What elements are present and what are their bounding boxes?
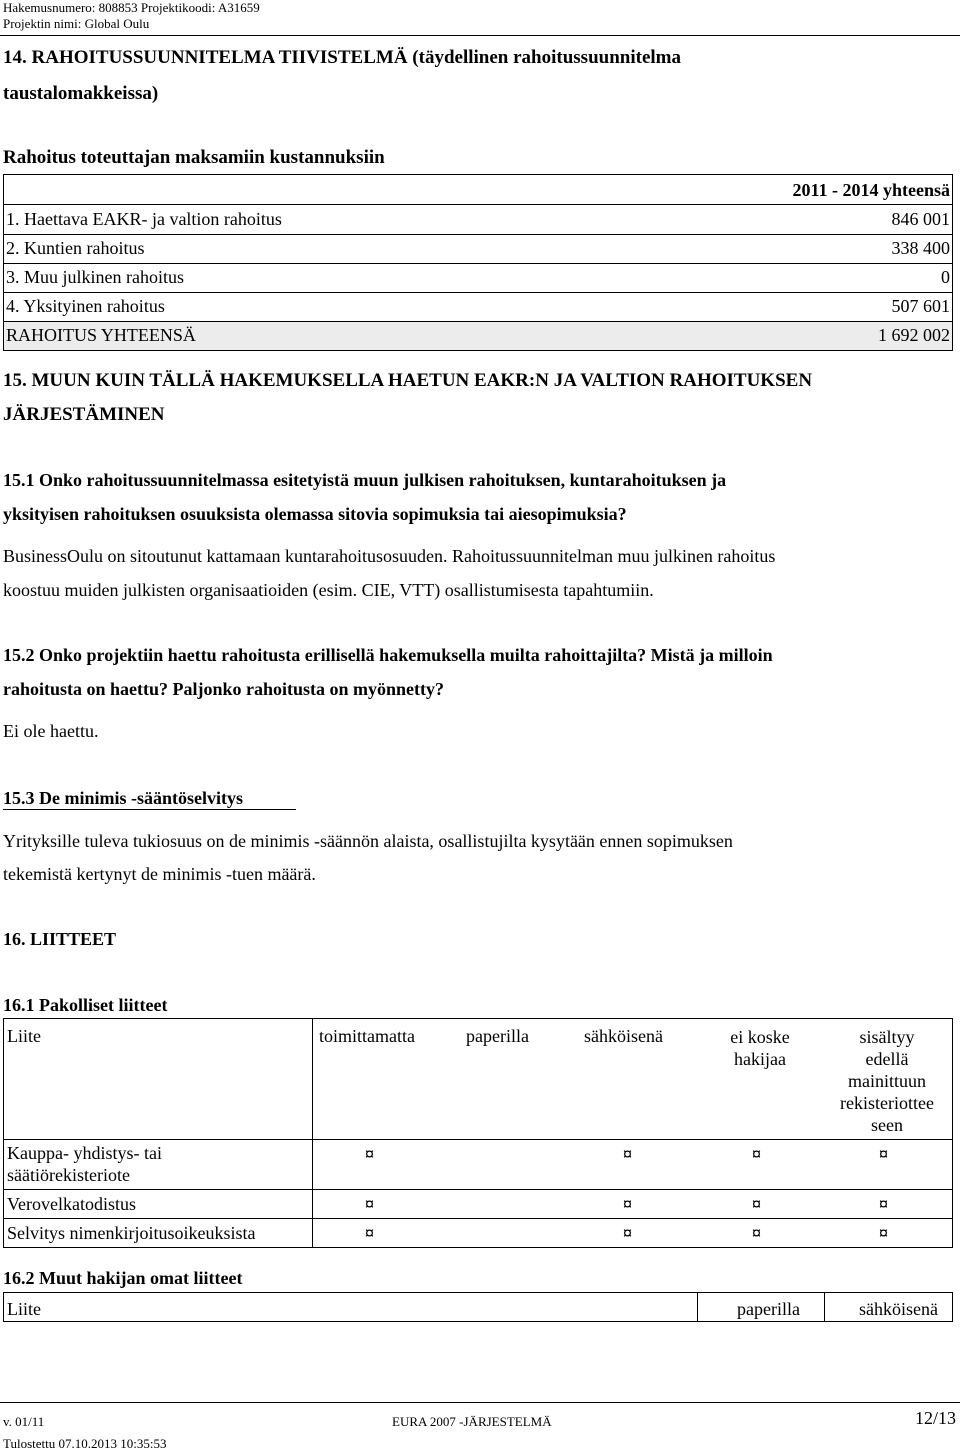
answer-15-3: Yrityksille tuleva tukiosuus on de minimis -säännön alaista, osallistujilta kysytään ennen sopimuksen [3,831,733,851]
question-15-3: 15.3 De minimis -sääntöselvitys [3,788,243,808]
section-14-title: 14. RAHOITUSSUUNNITELMA TIIVISTELMÄ (täydellinen rahoitussuunnitelma [3,47,681,68]
mark-icon: ¤ [365,1144,374,1164]
header-liite: Liite [7,1299,41,1319]
mark-icon: ¤ [623,1144,632,1164]
row-value: 507 601 [891,296,950,316]
question-15-2: 15.2 Onko projektiin haettu rahoitusta erillisellä hakemuksella muilta rahoittajilta? Mistä ja milloin [3,645,773,665]
row-label: 4. Yksityinen rahoitus [6,296,165,316]
section-15-title-cont: JÄRJESTÄMINEN [3,404,165,425]
section-16-2-title: 16.2 Muut hakijan omat liitteet [3,1268,243,1288]
header-ei-koske: ei koske hakijaa [730,1027,790,1069]
answer-15-1: BusinessOulu on sitoutunut kattamaan kuntarahoitusosuuden. Rahoitussuunnitelman muu julkinen rahoitus [3,546,776,566]
mark-icon: ¤ [365,1223,374,1243]
header-toimittamatta: toimittamatta [319,1026,415,1046]
section-14-subtitle: Rahoitus toteuttajan maksamiin kustannuksiin [3,147,385,168]
mark-icon: ¤ [752,1223,761,1243]
header-sahkoisena: sähköisenä [584,1026,663,1046]
section-14-title-cont: taustalomakkeissa) [3,83,159,104]
mark-icon: ¤ [623,1223,632,1243]
attachment-row-label: Selvitys nimenkirjoitusoikeuksista [7,1223,256,1243]
attachment-row-label: Kauppa- yhdistys- tai säätiörekisteriote [7,1143,162,1185]
section-15-title: 15. MUUN KUIN TÄLLÄ HAKEMUKSELLA HAETUN EAKR:N JA VALTION RAHOITUKSEN [3,370,813,391]
page-number: 12/13 [914,1408,956,1428]
footer-system: EURA 2007 -JÄRJESTELMÄ [392,1414,552,1429]
footer-printed: Tulostettu 07.10.2013 10:35:53 [3,1436,167,1451]
application-number-line: Hakemusnumero: 808853 Projektikoodi: A31659 [3,0,260,15]
column-header-total: 2011 - 2014 yhteensä [792,180,950,200]
mark-icon: ¤ [879,1144,888,1164]
row-value: 338 400 [891,238,950,258]
mark-icon: ¤ [752,1144,761,1164]
row-label: 3. Muu julkinen rahoitus [6,267,184,287]
footer-version: v. 01/11 [3,1414,45,1429]
answer-15-3-cont: tekemistä kertynyt de minimis -tuen määrä. [3,864,316,884]
question-15-1-cont: yksityisen rahoituksen osuuksista olemassa sitovia sopimuksia tai aiesopimuksia? [3,504,627,524]
total-value: 1 692 002 [878,325,950,345]
total-label: RAHOITUS YHTEENSÄ [6,325,196,345]
header-paperilla: paperilla [737,1299,800,1319]
project-name-line: Projektin nimi: Global Oulu [3,16,150,31]
header-paperilla: paperilla [466,1026,529,1046]
row-label: 1. Haettava EAKR- ja valtion rahoitus [6,209,282,229]
row-value: 846 001 [891,209,950,229]
section-16-1-title: 16.1 Pakolliset liitteet [3,995,168,1015]
header-liite: Liite [7,1026,41,1046]
attachment-row-label: Verovelkatodistus [7,1194,136,1214]
mark-icon: ¤ [752,1194,761,1214]
row-label: 2. Kuntien rahoitus [6,238,145,258]
row-value: 0 [941,267,950,287]
answer-15-1-cont: koostuu muiden julkisten organisaatioiden (esim. CIE, VTT) osallistumisesta tapahtumiin. [3,580,654,600]
mark-icon: ¤ [365,1194,374,1214]
question-15-2-cont: rahoitusta on haettu? Paljonko rahoitusta on myönnetty? [3,679,445,699]
mark-icon: ¤ [879,1223,888,1243]
header-divider [0,35,960,36]
mark-icon: ¤ [623,1194,632,1214]
header-sahkoisena: sähköisenä [859,1299,938,1319]
header-sisaltyy: sisältyy edellä mainittuun rekisteriottee seen [840,1027,934,1135]
mark-icon: ¤ [879,1194,888,1214]
question-15-1: 15.1 Onko rahoitussuunnitelmassa esitetyistä muun julkisen rahoituksen, kuntarahoituksen ja [3,470,727,490]
footer-divider [0,1402,960,1403]
answer-15-2: Ei ole haettu. [3,721,99,741]
section-16-title: 16. LIITTEET [3,929,117,949]
